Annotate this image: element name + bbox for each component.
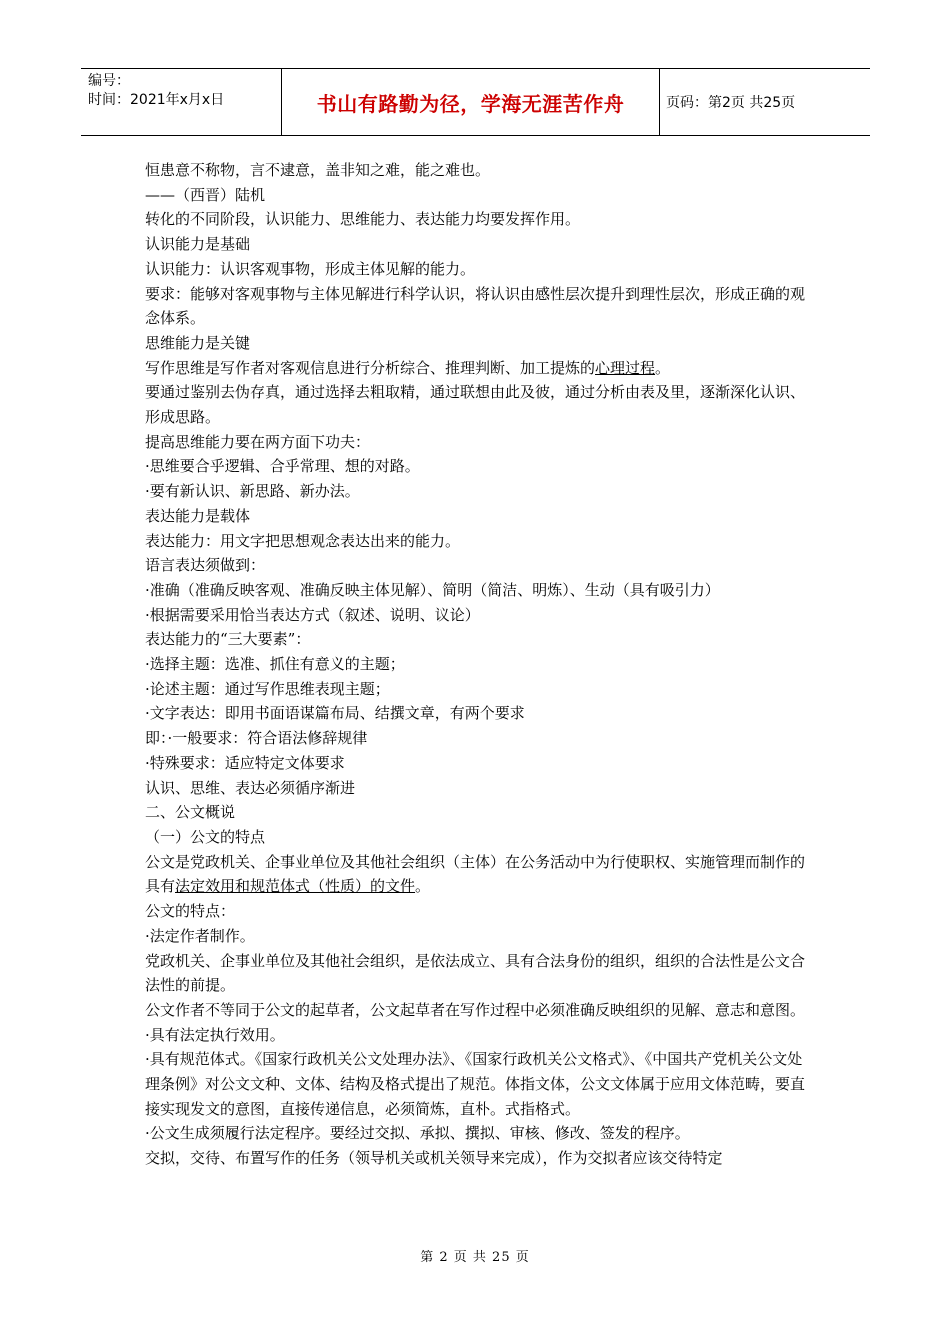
paragraph: 公文的特点： (145, 902, 236, 921)
paragraph: 语言表达须做到： (145, 556, 266, 575)
list-item: ·文字表达：即用书面语谋篇布局、结撰文章，有两个要求 (145, 704, 525, 723)
heading: 表达能力是载体 (145, 506, 251, 525)
section-heading: 二、公文概说 (145, 803, 236, 822)
heading: 思维能力是关键 (145, 333, 251, 352)
paragraph: 党政机关、企事业单位及其他社会组织，是依法成立、具有合法身份的组织，组织的合法性是公文合法性的前提。 (145, 951, 806, 995)
list-item: ·准确（准确反映客观、准确反映主体见解）、简明（简洁、明炼）、生动（具有吸引力） (145, 580, 720, 599)
paragraph: 转化的不同阶段，认识能力、思维能力、表达能力均要发挥作用。 (145, 210, 581, 229)
page-footer: 第 2 页 共 25 页 (420, 1250, 530, 1265)
list-item: ·法定作者制作。 (145, 926, 255, 945)
list-item: 即：·一般要求：符合语法修辞规律 (145, 729, 368, 748)
page-header (81, 68, 870, 136)
list-item: ·根据需要采用恰当表达方式（叙述、说明、议论） (145, 605, 480, 624)
paragraph: 表达能力：用文字把思想观念表达出来的能力。 (145, 531, 461, 550)
paragraph (145, 356, 810, 381)
paragraph (145, 850, 810, 899)
list-item: ·要有新认识、新思路、新办法。 (145, 482, 360, 501)
list-item: ·具有规范体式。《国家行政机关公文处理办法》、《国家行政机关公文格式》、《中国共产党机关公文处理条例》对公文文种、文体、结构及格式提出了规范。体指文体，公文文体属于应用文体范畴，要直接实现发文的意图，直接传递信息，必须简炼，直朴。式指格式。 (145, 1050, 806, 1118)
paragraph: ——（西晋）陆机 (145, 185, 266, 204)
text-span: 。 (415, 877, 431, 896)
paragraph: 认识能力：认识客观事物，形成主体见解的能力。 (145, 259, 476, 278)
list-item: ·论述主题：通过写作思维表现主题； (145, 679, 390, 698)
paragraph: 恒患意不称物，言不逮意，盖非知之难，能之难也。 (145, 161, 491, 179)
paragraph: 认识、思维、表达必须循序渐进 (145, 778, 356, 797)
document-body (145, 158, 810, 1171)
list-item: ·公文生成须履行法定程序。要经过交拟、承拟、撰拟、审核、修改、签发的程序。 (145, 1124, 690, 1143)
paragraph: 表达能力的“三大要素”： (145, 630, 311, 649)
text-span: 公文是党政机关、企事业单位及其他社会组织（主体）在公务活动中为行使职权、实施管理而制作的具有 (145, 852, 806, 896)
paragraph: 要通过鉴别去伪存真，通过选择去粗取精，通过联想由此及彼，通过分析由表及里，逐渐深化认识、形成思路。 (145, 383, 806, 427)
heading: 认识能力是基础 (145, 235, 251, 254)
paragraph: 公文作者不等同于公文的起草者，公文起草者在写作过程中必须准确反映组织的见解、意志和意图。 (145, 1000, 806, 1019)
subsection-heading: （一）公文的特点 (145, 827, 266, 846)
header-motto: 书山有路勤为径，学海无涯苦作舟 (282, 69, 660, 135)
text-span: 。 (655, 358, 671, 377)
text-span: 写作思维是写作者对客观信息进行分析综合、推理判断、加工提炼的 (145, 358, 596, 377)
document-number: 编号： (88, 73, 130, 89)
document-time: 时间：2021年x月x日 (88, 92, 225, 108)
list-item: ·思维要合乎逻辑、合乎常理、想的对路。 (145, 457, 420, 476)
list-item: ·选择主题：选准、抓住有意义的主题； (145, 655, 405, 674)
paragraph: 要求：能够对客观事物与主体见解进行科学认识，将认识由感性层次提升到理性层次，形成正确的观念体系。 (145, 284, 806, 328)
paragraph: 提高思维能力要在两方面下功夫： (145, 432, 371, 451)
underlined-term: 法定效用和规范体式（性质）的文件 (175, 877, 416, 896)
list-item: ·特殊要求：适应特定文体要求 (145, 753, 345, 772)
header-page-info: 页码：第2页 共25页 (666, 95, 796, 111)
header-meta (81, 69, 282, 135)
underlined-term: 心理过程 (595, 358, 656, 377)
list-item: ·具有法定执行效用。 (145, 1025, 285, 1044)
paragraph: 交拟，交待、布置写作的任务（领导机关或机关领导来完成），作为交拟者应该交待特定 (145, 1149, 723, 1168)
